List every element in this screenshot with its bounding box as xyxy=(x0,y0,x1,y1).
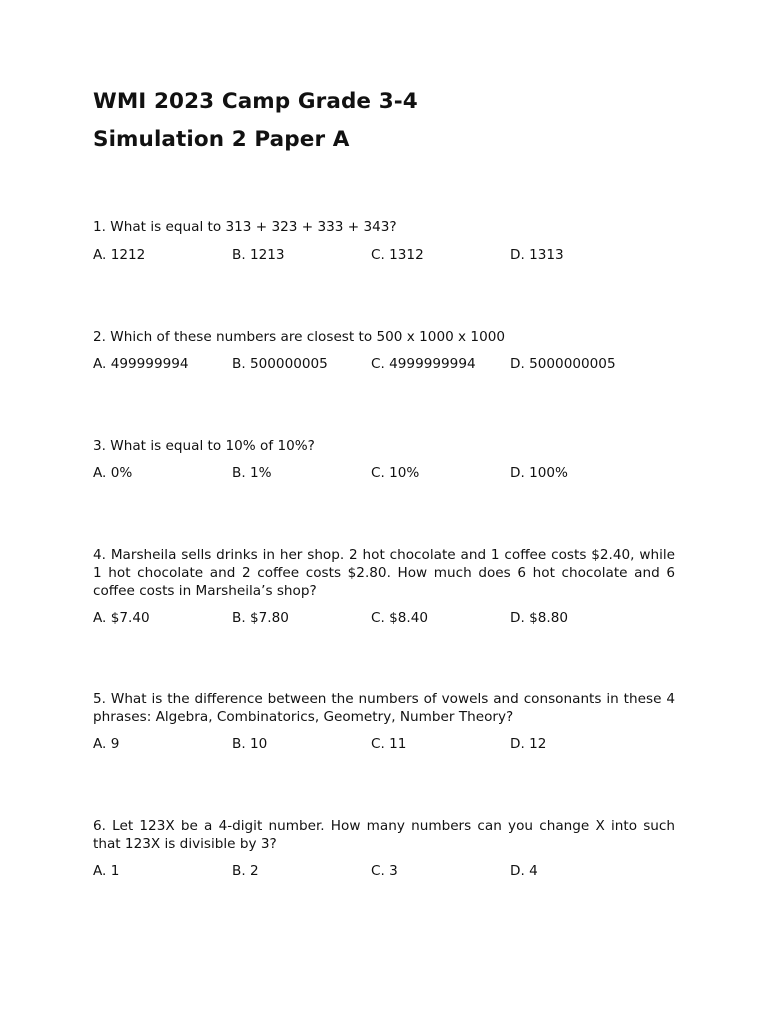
question-2-options xyxy=(93,355,693,373)
question-6-options xyxy=(93,862,693,880)
question-1-option-d: D. 1313 xyxy=(510,247,564,263)
question-1-options xyxy=(93,246,693,264)
question-6-option-c: C. 3 xyxy=(371,863,398,879)
question-6-option-b: B. 2 xyxy=(232,863,259,879)
question-4-option-c: C. $8.40 xyxy=(371,610,429,626)
question-3-option-d: D. 100% xyxy=(510,465,568,481)
question-5-option-d: D. 12 xyxy=(510,736,547,752)
question-5-option-b: B. 10 xyxy=(232,736,268,752)
question-2-option-c: C. 4999999994 xyxy=(371,356,476,372)
question-2-text: 2. Which of these numbers are closest to 500 x 1000 x 1000 xyxy=(93,329,506,345)
question-5-options xyxy=(93,735,693,753)
question-6-option-a: A. 1 xyxy=(93,863,120,879)
question-3-option-a: A. 0% xyxy=(93,465,133,481)
question-1-option-c: C. 1312 xyxy=(371,247,424,263)
document-title: WMI 2023 Camp Grade 3-4 xyxy=(93,89,418,114)
question-6-text: 6. Let 123X be a 4-digit number. How many numbers can you change X into such that 123X is divisible by 3? xyxy=(93,818,675,852)
question-3-options xyxy=(93,464,693,482)
question-4-options xyxy=(93,609,693,627)
question-3-text: 3. What is equal to 10% of 10%? xyxy=(93,438,315,454)
question-2-option-d: D. 5000000005 xyxy=(510,356,616,372)
question-3-option-b: B. 1% xyxy=(232,465,272,481)
question-1-option-b: B. 1213 xyxy=(232,247,285,263)
question-2-option-b: B. 500000005 xyxy=(232,356,328,372)
question-5-option-c: C. 11 xyxy=(371,736,407,752)
question-4-option-d: D. $8.80 xyxy=(510,610,569,626)
question-1-text: 1. What is equal to 313 + 323 + 333 + 343? xyxy=(93,219,397,235)
question-5-option-a: A. 9 xyxy=(93,736,120,752)
question-1-option-a: A. 1212 xyxy=(93,247,146,263)
question-5-text: 5. What is the difference between the numbers of vowels and consonants in these 4 phrases: Algebra, Combinatorics, Geometry, Number Theory? xyxy=(93,691,675,725)
question-4-option-b: B. $7.80 xyxy=(232,610,289,626)
question-4-text: 4. Marsheila sells drinks in her shop. 2 hot chocolate and 1 coffee costs $2.40, while 1 hot chocolate and 2 coffee costs $2.80. How much does 6 hot chocolate and 6 coffee costs in Marsheila’s shop? xyxy=(93,547,675,599)
question-6-option-d: D. 4 xyxy=(510,863,538,879)
question-4-option-a: A. $7.40 xyxy=(93,610,150,626)
document-subtitle: Simulation 2 Paper A xyxy=(93,127,350,152)
question-3-option-c: C. 10% xyxy=(371,465,420,481)
question-2-option-a: A. 499999994 xyxy=(93,356,189,372)
